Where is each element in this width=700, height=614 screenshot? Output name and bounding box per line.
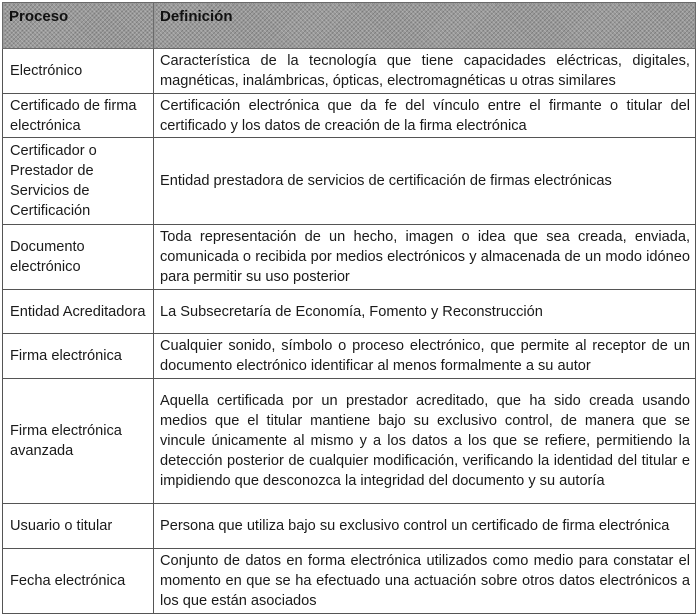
term-cell: Usuario o titular	[3, 504, 154, 549]
term-cell: Electrónico	[3, 49, 154, 94]
term-cell: Documento electrónico	[3, 225, 154, 290]
term-cell: Firma electrónica avanzada	[3, 379, 154, 504]
term-cell: Fecha electrónica	[3, 549, 154, 614]
table-row	[3, 94, 696, 138]
term-cell: Certificador o Prestador de Servicios de Certificación	[3, 138, 154, 225]
header-row	[3, 3, 696, 49]
table-row	[3, 504, 696, 549]
definition-cell: Aquella certificada por un prestador acreditado, que ha sido creada usando medios que el titular mantiene bajo su exclusivo control, de manera que se vincule únicamente al mismo y a los datos a los que se refiere, permitiendo la detección posterior de cualquier modificación, verificando la identidad del titular e impidiendo que desconozca la integridad del documento y su autoría	[154, 379, 696, 504]
definition-cell: Certificación electrónica que da fe del vínculo entre el firmante o titular del certificado y los datos de creación de la firma electrónica	[154, 94, 696, 138]
definition-cell: La Subsecretaría de Economía, Fomento y Reconstrucción	[154, 290, 696, 334]
definition-cell: Entidad prestadora de servicios de certificación de firmas electrónicas	[154, 138, 696, 225]
table-row	[3, 379, 696, 504]
table-body	[3, 49, 696, 614]
header-process: Proceso	[3, 3, 154, 49]
definition-cell: Cualquier sonido, símbolo o proceso electrónico, que permite al receptor de un documento electrónico identificar al menos formalmente a su autor	[154, 334, 696, 379]
table-header	[3, 3, 696, 49]
definition-cell: Persona que utiliza bajo su exclusivo control un certificado de firma electrónica	[154, 504, 696, 549]
definition-cell: Conjunto de datos en forma electrónica utilizados como medio para constatar el momento en que se ha efectuado una actuación sobre otros datos electrónicos a los que están asociados	[154, 549, 696, 614]
table-row	[3, 225, 696, 290]
header-definition: Definición	[154, 3, 696, 49]
definition-cell: Toda representación de un hecho, imagen o idea que sea creada, enviada, comunicada o recibida por medios electrónicos y almacenada de un modo idóneo para permitir su uso posterior	[154, 225, 696, 290]
definitions-table	[2, 2, 696, 614]
table-row	[3, 138, 696, 225]
table-row	[3, 334, 696, 379]
term-cell: Certificado de firma electrónica	[3, 94, 154, 138]
definition-cell: Característica de la tecnología que tiene capacidades eléctricas, digitales, magnéticas, inalámbricas, ópticas, electromagnéticas u otras similares	[154, 49, 696, 94]
table-row	[3, 290, 696, 334]
term-cell: Firma electrónica	[3, 334, 154, 379]
term-cell: Entidad Acreditadora	[3, 290, 154, 334]
table-row	[3, 49, 696, 94]
